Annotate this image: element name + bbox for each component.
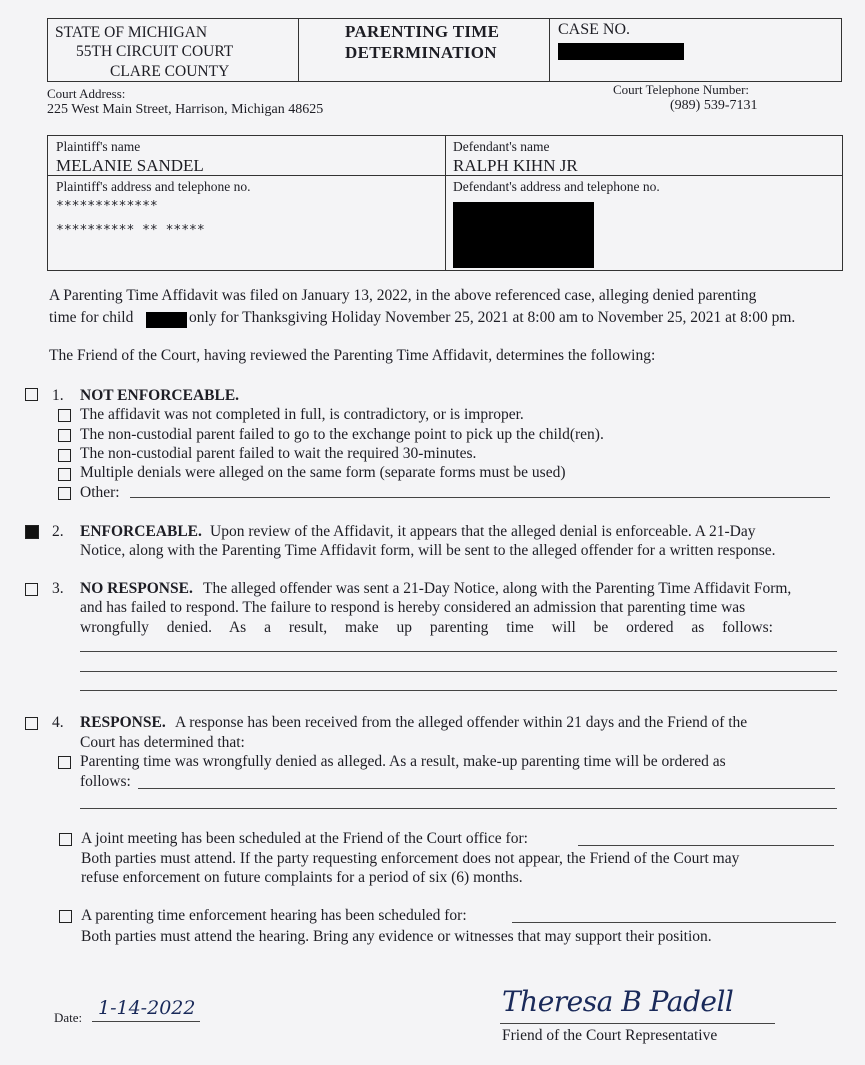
s1-item3: The non-custodial parent failed to wait the required 30-minutes. (80, 445, 477, 462)
defendant-address-label: Defendant's address and telephone no. (453, 179, 660, 194)
form-title-line1: PARENTING TIME (345, 22, 500, 41)
s4-opt-b-line[interactable] (578, 845, 834, 846)
child-name-redaction (146, 312, 187, 328)
section3-number: 3. (52, 580, 64, 597)
s1-item4-checkbox[interactable] (58, 468, 71, 481)
s4-opt-b2: Both parties must attend. If the party requesting enforcement does not appear, the Friend of the Court may (81, 850, 740, 867)
case-no-label: CASE NO. (558, 21, 631, 38)
s4-opt-b-checkbox[interactable] (59, 833, 72, 846)
plaintiff-name: MELANIE SANDEL (56, 156, 204, 175)
s4-opt-b1: A joint meeting has been scheduled at the Friend of the Court office for: (81, 830, 528, 847)
s4-opt-a2: follows: (80, 773, 131, 790)
plaintiff-name-label: Plaintiff's name (56, 139, 141, 154)
section3-heading: NO RESPONSE. (80, 580, 193, 597)
section3-text1: The alleged offender was sent a 21-Day Notice, along with the Parenting Time Affidavit Form, (203, 580, 792, 597)
parties-divider (445, 136, 446, 270)
intro-line2a: time for child (49, 309, 134, 326)
s1-item1: The affidavit was not completed in full, is contradictory, or is improper. (80, 406, 524, 423)
s3-line3[interactable] (80, 690, 837, 691)
parties-box (47, 135, 843, 271)
s4-opt-c-checkbox[interactable] (59, 910, 72, 923)
s1-item5: Other: (80, 484, 120, 501)
s1-item1-checkbox[interactable] (58, 409, 71, 422)
case-no-redaction (558, 43, 684, 60)
section3-text3: wrongfully denied. As a result, make up parenting time will be ordered as follows: (80, 619, 773, 636)
section1-number: 1. (52, 387, 64, 404)
s1-item3-checkbox[interactable] (58, 449, 71, 462)
section3-checkbox[interactable] (25, 583, 38, 596)
defendant-name-label: Defendant's name (453, 139, 550, 154)
court-circuit: 55TH CIRCUIT COURT (76, 43, 234, 60)
court-county: CLARE COUNTY (110, 63, 230, 80)
case-no-cell (550, 19, 841, 81)
intro-line3: The Friend of the Court, having reviewed the Parenting Time Affidavit, determines the following: (49, 347, 656, 364)
s4-opt-a1: Parenting time was wrongfully denied as alleged. As a result, make-up parenting time will be ordered as (80, 753, 726, 770)
s1-item5-checkbox[interactable] (58, 487, 71, 500)
section3-text2: and has failed to respond. The failure to respond is hereby considered an admission that parenting time was (80, 599, 746, 616)
s4-opt-a-line1[interactable] (138, 788, 835, 789)
section1-checkbox[interactable] (25, 388, 38, 401)
s4-opt-b3: refuse enforcement on future complaints for a period of six (6) months. (81, 869, 523, 886)
section2-number: 2. (52, 523, 64, 540)
section4-heading: RESPONSE. (80, 714, 166, 731)
signature: Theresa B Padell (502, 985, 734, 1018)
section2-text2: Notice, along with the Parenting Time Affidavit form, will be sent to the alleged offender for a written response. (80, 542, 776, 559)
section2-heading: ENFORCEABLE. (80, 523, 202, 540)
s3-line1[interactable] (80, 651, 837, 652)
other-line[interactable] (130, 497, 830, 498)
intro-line1: A Parenting Time Affidavit was filed on January 13, 2022, in the above referenced case, alleging denied parenting (49, 287, 757, 304)
defendant-address-redaction (453, 202, 594, 268)
court-address: 225 West Main Street, Harrison, Michigan 48625 (47, 102, 324, 117)
plaintiff-address-line2: ********** ** ***** (56, 223, 205, 238)
s1-item4: Multiple denials were alleged on the same form (separate forms must be used) (80, 464, 566, 481)
s4-opt-c1: A parenting time enforcement hearing has been scheduled for: (81, 907, 467, 924)
s4-opt-c2: Both parties must attend the hearing. Bring any evidence or witnesses that may support their position. (81, 928, 712, 945)
court-phone: (989) 539-7131 (670, 98, 758, 113)
rep-label: Friend of the Court Representative (502, 1027, 718, 1044)
intro-line2b: only for Thanksgiving Holiday November 25, 2021 at 8:00 am to November 25, 2021 at 8:00 pm. (189, 309, 796, 326)
court-address-label: Court Address: (47, 86, 126, 101)
header-box (47, 18, 842, 82)
court-phone-label: Court Telephone Number: (613, 82, 750, 97)
court-name-cell (48, 19, 299, 81)
section4-number: 4. (52, 714, 64, 731)
date-value: 1-14-2022 (98, 997, 196, 1019)
plaintiff-address-line1: ************* (56, 199, 158, 214)
court-state: STATE OF MICHIGAN (55, 24, 208, 41)
s4-opt-a-checkbox[interactable] (58, 756, 71, 769)
s1-item2-checkbox[interactable] (58, 429, 71, 442)
s1-item2: The non-custodial parent failed to go to the exchange point to pick up the child(ren). (80, 426, 604, 443)
section2-text1: Upon review of the Affidavit, it appears that the alleged denial is enforceable. A 21-Day (210, 523, 756, 540)
section4-text1: A response has been received from the alleged offender within 21 days and the Friend of the (175, 714, 748, 731)
signature-line[interactable] (500, 1023, 775, 1024)
defendant-name: RALPH KIHN JR (453, 156, 578, 175)
section1-heading: NOT ENFORCEABLE. (80, 387, 240, 404)
section4-text2: Court has determined that: (80, 734, 245, 751)
s4-opt-a-line2[interactable] (80, 808, 837, 809)
section2-checkbox[interactable] (25, 525, 39, 539)
date-line[interactable] (92, 1021, 200, 1022)
section4-checkbox[interactable] (25, 717, 38, 730)
title-cell (299, 19, 550, 81)
plaintiff-address-label: Plaintiff's address and telephone no. (56, 179, 251, 194)
s4-opt-c-line[interactable] (512, 922, 836, 923)
date-label: Date: (54, 1010, 83, 1025)
s3-line2[interactable] (80, 671, 837, 672)
form-title-line2: DETERMINATION (345, 43, 497, 62)
